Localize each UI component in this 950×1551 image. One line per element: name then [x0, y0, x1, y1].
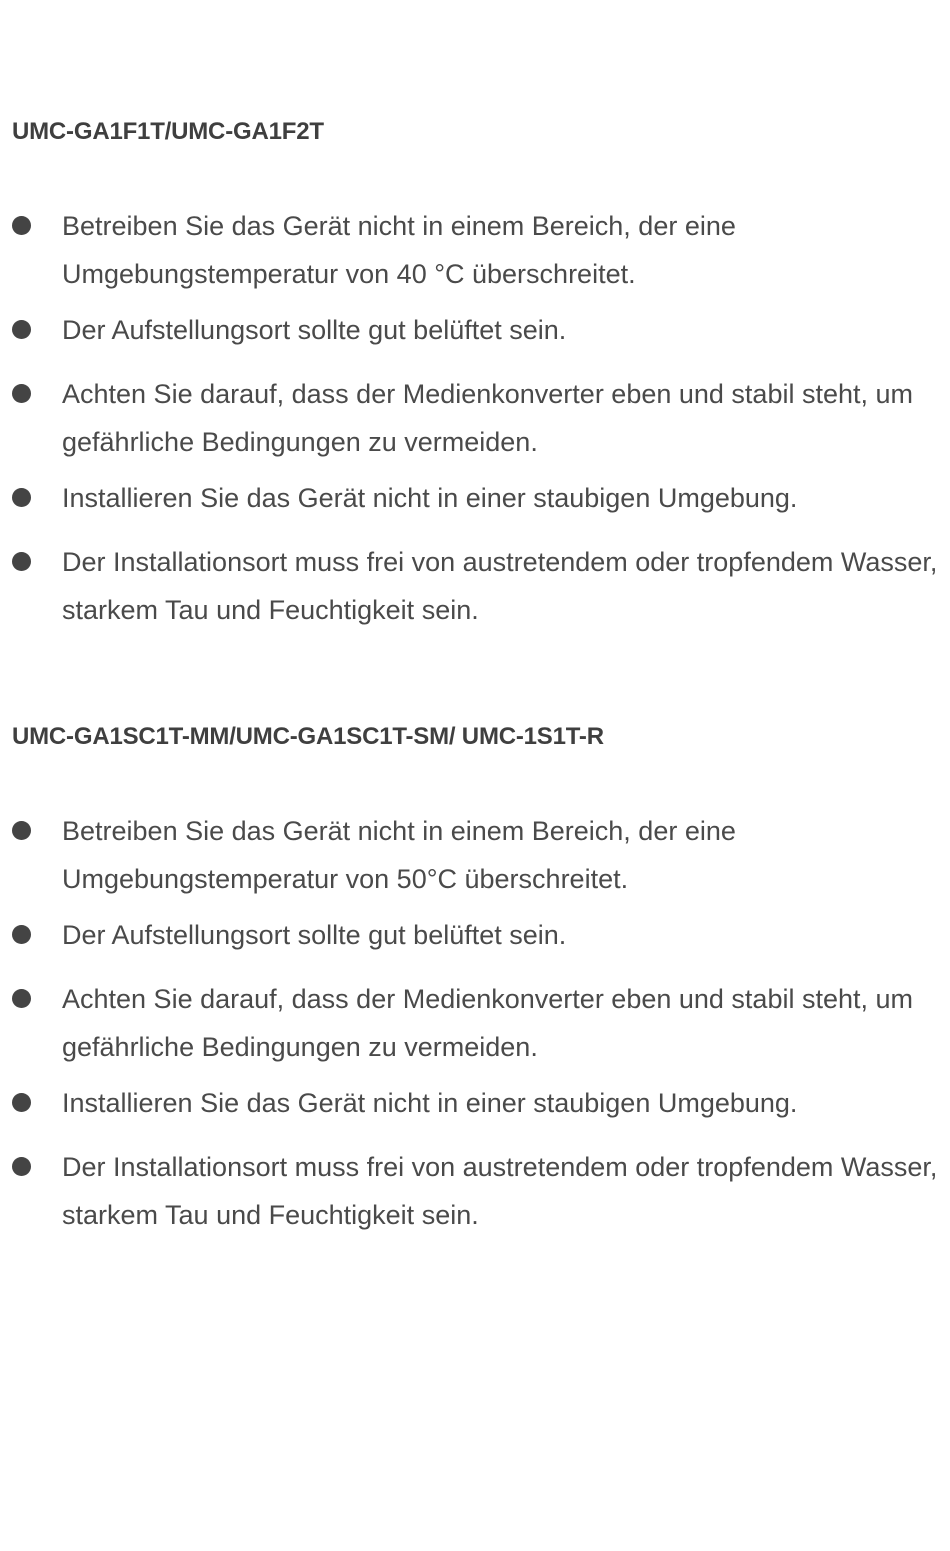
list-item	[0, 1143, 950, 1239]
list-item-text: Installieren Sie das Gerät nicht in einer staubigen Umgebung.	[62, 483, 798, 513]
bullet-icon	[12, 989, 31, 1008]
list-item-text: Der Installationsort muss frei von austretendem oder tropfendem Wasser, starkem Tau und Feuchtigkeit sein.	[62, 1152, 938, 1230]
bullet-icon	[12, 925, 31, 944]
bullet-icon	[12, 216, 31, 235]
list-item	[0, 474, 950, 522]
bullet-icon	[12, 1093, 31, 1112]
list-item-text: Betreiben Sie das Gerät nicht in einem Bereich, der eine Umgebungstemperatur von 50°C überschreitet.	[62, 816, 736, 894]
list-item-text: Achten Sie darauf, dass der Medienkonverter eben und stabil steht, um gefährliche Bedingungen zu vermeiden.	[62, 984, 914, 1062]
section-heading: UMC-GA1F1T/UMC-GA1F2T	[12, 118, 324, 145]
list-item	[0, 202, 950, 298]
section-heading: UMC-GA1SC1T-MM/UMC-GA1SC1T-SM/ UMC-1S1T-R	[12, 723, 604, 750]
list-item	[0, 807, 950, 903]
list-item	[0, 538, 950, 634]
list-item-text: Der Aufstellungsort sollte gut belüftet sein.	[62, 315, 567, 345]
list-item-text: Installieren Sie das Gerät nicht in einer staubigen Umgebung.	[62, 1088, 798, 1118]
bullet-list	[0, 202, 950, 634]
bullet-icon	[12, 384, 31, 403]
bullet-icon	[12, 821, 31, 840]
list-item-text: Achten Sie darauf, dass der Medienkonverter eben und stabil steht, um gefährliche Bedingungen zu vermeiden.	[62, 379, 914, 457]
list-item	[0, 975, 950, 1071]
list-item	[0, 306, 950, 354]
list-item	[0, 370, 950, 466]
list-item-text: Der Installationsort muss frei von austretendem oder tropfendem Wasser, starkem Tau und Feuchtigkeit sein.	[62, 547, 938, 625]
bullet-icon	[12, 1157, 31, 1176]
list-item-text: Betreiben Sie das Gerät nicht in einem Bereich, der eine Umgebungstemperatur von 40 °C überschreitet.	[62, 211, 736, 289]
list-item-text: Der Aufstellungsort sollte gut belüftet sein.	[62, 920, 567, 950]
bullet-icon	[12, 320, 31, 339]
bullet-icon	[12, 552, 31, 571]
list-item	[0, 1079, 950, 1127]
section-umc-ga1sc1t	[0, 719, 950, 1247]
list-item	[0, 911, 950, 959]
bullet-icon	[12, 488, 31, 507]
section-umc-ga1f1t	[0, 114, 950, 642]
bullet-list	[0, 807, 950, 1239]
